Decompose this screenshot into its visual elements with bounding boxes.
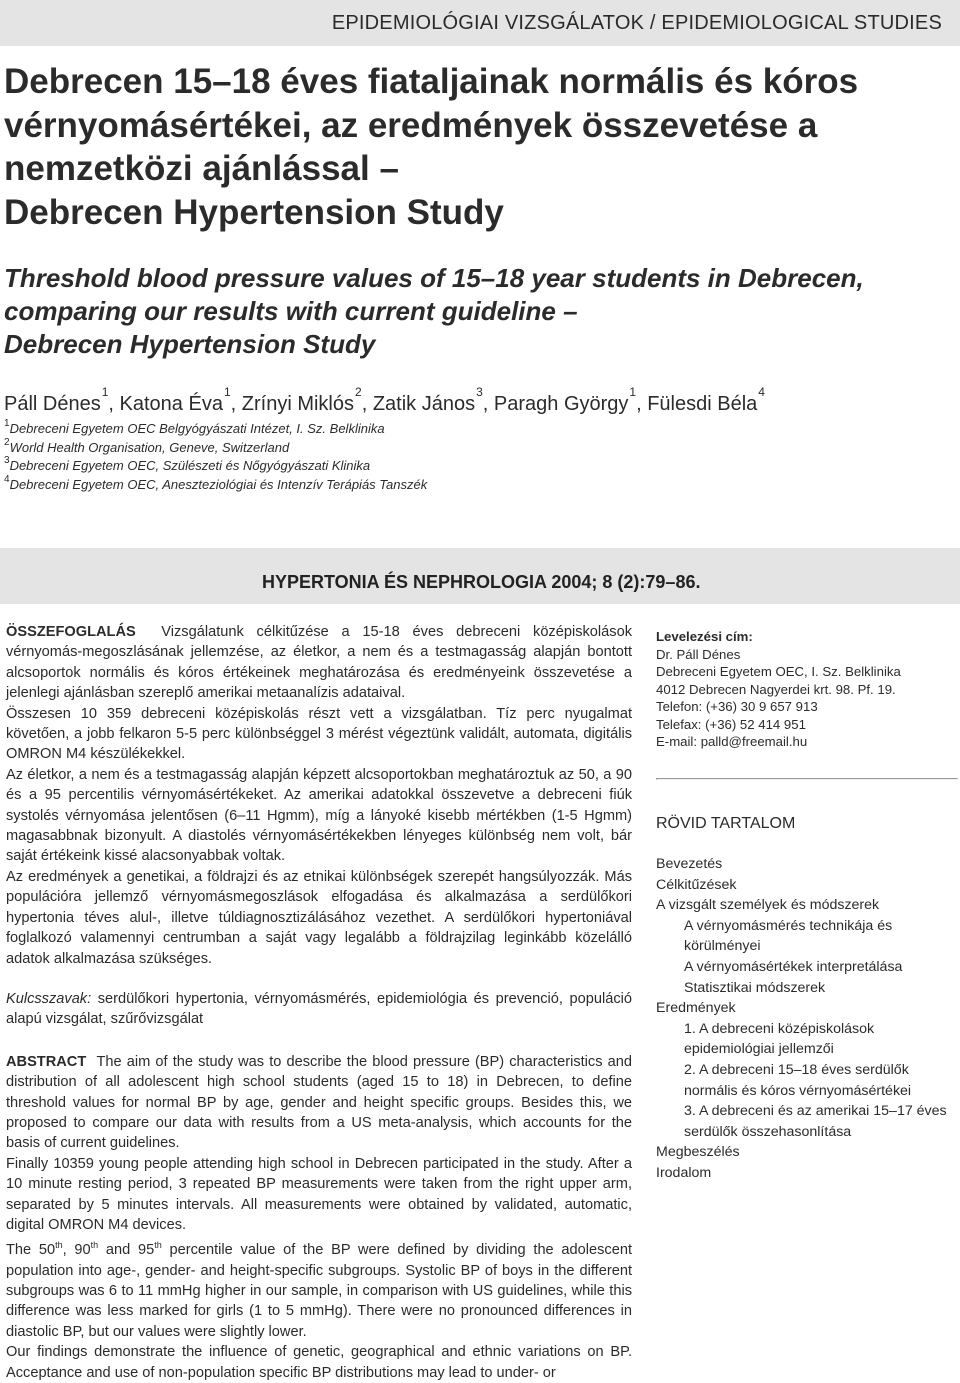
author-name: Katona Éva bbox=[119, 393, 223, 415]
affiliation-list bbox=[4, 420, 704, 494]
author-affiliation-mark: 2 bbox=[355, 385, 362, 399]
contents-item: Megbeszélés bbox=[656, 1144, 740, 1161]
section-label: EPIDEMIOLÓGIAI VIZSGÁLATOK / EPIDEMIOLOGICAL STUDIES bbox=[331, 11, 942, 34]
section-header-band bbox=[0, 0, 960, 46]
contact-line: Telefon: (+36) 30 9 657 913 bbox=[656, 699, 818, 714]
summary-paragraph: Összesen 10 359 debreceni középiskolás részt vett a vizsgálatban. Tíz perc nyugalmat követően, a jobb felkaron 5-5 perc különbséggel 3 mérést végeztünk validált, automata, digitális OMRON M4 készülékekkel. bbox=[6, 705, 632, 763]
contents-item: Célkitűzések bbox=[656, 876, 737, 893]
sidebar bbox=[656, 628, 956, 1184]
author-affiliation-mark: 1 bbox=[101, 385, 109, 399]
contact-line: 4012 Debrecen Nagyerdei krt. 98. Pf. 19. bbox=[656, 681, 896, 697]
keywords-text: serdülőkori hypertonia, vérnyomásmérés, epidemiológia és prevenció, populáció alapú vizsgálat, szűrővizsgálat bbox=[6, 990, 632, 1028]
affiliation-item bbox=[4, 473, 704, 495]
keywords-paragraph bbox=[6, 989, 632, 1030]
affiliation-item bbox=[4, 457, 704, 476]
summary-text: Vizsgálatunk célkitűzése a 15-18 éves debreceni középiskolások vérnyomás-megoszlásának jellemzése, az életkor, a nem és a testmagasság alapján bontott alcsoportok normális és kóros értékeinek meghatározása és eredményeink összevetése a jelenlegi ajánlásban szereplő amerikai metaanalízis adataival. bbox=[6, 624, 632, 702]
contents-subitem: 2. A debreceni 15–18 éves serdülők normális és kóros vérnyomásértékei bbox=[684, 1061, 912, 1099]
abstract-text: The 50 bbox=[6, 1242, 56, 1259]
affiliation-text: Debreceni Egyetem OEC, Aneszteziológiai és Intenzív Terápiás Tanszék bbox=[9, 476, 428, 492]
affiliation-item bbox=[4, 420, 704, 439]
contents-subitem: Statisztikai módszerek bbox=[684, 979, 826, 996]
ordinal-suffix: th bbox=[90, 1240, 99, 1251]
summary-paragraph: Az életkor, a nem és a testmagasság alapján képzett alcsoportokban meghatároztuk az 50, a 90 és a 95 percentilis vérnyomásértékeket. Az amerikai adatokkal összevetve a debreceni fiúk systolés vérnyomása jelentősen (6–11 Hgmm), míg a lányoké kisebb mértékben (1-5 Hgmm) magasabbnak bizonyult. A diastolés vérnyomásértékekben lényeges különbség nem volt, bár saját értékeink kissé alacsonyabbak voltak. bbox=[6, 766, 632, 865]
affiliation-text: Debreceni Egyetem OEC Belgyógyászati Intézet, I. Sz. Belklinika bbox=[9, 421, 385, 436]
title-line: vérnyomásértékei, az eredmények összevetése a bbox=[4, 105, 818, 145]
journal-citation: HYPERTONIA ÉS NEPHROLOGIA 2004; 8 (2):79–86. bbox=[262, 572, 701, 592]
affiliation-text: Debreceni Egyetem OEC, Szülészeti és Nőgyógyászati Klinika bbox=[9, 458, 371, 473]
author-name: Zrínyi Miklós bbox=[241, 393, 354, 415]
abstract-text: percentile value of the BP were defined by dividing the adolescent population into age-, gender- and height-specific subgroups. Systolic BP of boys in the different subgroups was 6 to 11 mmHg higher in our sample, in comparison with US guidelines, while this difference was less marked for girls (1 to 5 mmHg). There were no pronounced differences in diastolic BP, but our values were slightly lower. bbox=[6, 1242, 632, 1340]
title-line: Debrecen 15–18 éves fiataljainak normális és kóros bbox=[4, 62, 859, 101]
article-title bbox=[4, 60, 944, 234]
author-affiliation-mark: 1 bbox=[629, 385, 637, 399]
contents-title: RÖVID TARTALOM bbox=[656, 814, 796, 832]
author-name: Zatik János bbox=[372, 393, 476, 415]
summary-label: ÖSSZEFOGLALÁS bbox=[6, 624, 136, 640]
abstract-text: and 95 bbox=[98, 1242, 155, 1259]
keywords-label: Kulcsszavak: bbox=[6, 990, 92, 1007]
subtitle-line: comparing our results with current guideline – bbox=[4, 296, 578, 326]
contents-subitem: A vérnyomásértékek interpretálása bbox=[684, 958, 903, 975]
author-name: Páll Dénes bbox=[4, 393, 101, 415]
affiliation-number: 2 bbox=[4, 436, 10, 448]
abstract-paragraph bbox=[6, 1235, 632, 1342]
contents-subitem: 1. A debreceni középiskolások epidemiológiai jellemzői bbox=[684, 1020, 875, 1058]
ordinal-suffix: th bbox=[55, 1240, 63, 1251]
contents-item: Irodalom bbox=[656, 1164, 712, 1181]
contents-subitem: 3. A debreceni és az amerikai 15–17 éves serdülők összehasonlítása bbox=[684, 1103, 947, 1140]
contents-item: Bevezetés bbox=[656, 856, 723, 872]
author-name: Paragh György bbox=[493, 393, 629, 415]
author-affiliation-mark: 1 bbox=[223, 385, 231, 399]
affiliation-text: World Health Organisation, Geneve, Switzerland bbox=[9, 439, 290, 455]
abstract-label: ABSTRACT bbox=[6, 1053, 87, 1070]
journal-citation-band bbox=[0, 548, 960, 604]
contact-email: E-mail: palld@freemail.hu bbox=[656, 734, 808, 749]
affiliation-number: 1 bbox=[4, 418, 10, 429]
english-title bbox=[4, 262, 944, 361]
abstract-paragraph: Our findings demonstrate the influence of genetic, geographical and ethnic variations on BP. Acceptance and use of non-population specific BP distributions may lead to under- or bbox=[6, 1344, 632, 1381]
abstract-text: , 90 bbox=[62, 1242, 91, 1259]
contact-line: Debreceni Egyetem OEC, I. Sz. Belklinika bbox=[656, 664, 901, 679]
abstract-text: The aim of the study was to describe the blood pressure (BP) characteristics and distribution of all adolescent high school students (aged 15 to 18) in Debrecen, to define threshold values for normal BP by age, gender and height specific groups. Besides this, we proposed to compare our data with results from a US meta-analysis, which accounts for the basis of current guidelines. bbox=[6, 1053, 632, 1152]
ordinal-suffix: th bbox=[154, 1240, 162, 1251]
subtitle-line: Threshold blood pressure values of 15–18 year students in Debrecen, bbox=[4, 263, 864, 293]
author-list: Páll Dénes$^1$, Katona Éva$^1$, Zrínyi Miklós$^2$, Zatik János$^3$, Paragh György$^1$, Fülesdi Béla$^4$ bbox=[4, 385, 765, 415]
spacer bbox=[6, 969, 632, 989]
contents-item: Eredmények bbox=[656, 1000, 736, 1017]
contents-subitem: A vérnyomásmérés technikája és körülményei bbox=[684, 917, 893, 955]
author-name: Fülesdi Béla bbox=[647, 393, 758, 415]
contact-line: Dr. Páll Dénes bbox=[656, 646, 741, 662]
affiliation-number: 4 bbox=[4, 473, 10, 485]
contact-line: Telefax: (+36) 52 414 951 bbox=[656, 716, 806, 732]
abstract-paragraph: Finally 10359 young people attending high school in Debrecen participated in the study. After a 10 minute resting period, 3 repeated BP measurements were taken from the right upper arm, separated by 5 minutes intervals. All measurements were obtained by validated, automatic, digital OMRON M4 devices. bbox=[6, 1155, 632, 1233]
title-line: nemzetközi ajánlással – bbox=[4, 149, 399, 188]
affiliation-item bbox=[4, 436, 704, 458]
author-affiliation-mark: 4 bbox=[758, 385, 765, 399]
title-line: Debrecen Hypertension Study bbox=[4, 192, 504, 232]
author-affiliation-mark: 3 bbox=[476, 385, 483, 399]
summary-paragraph bbox=[6, 622, 632, 704]
summary-paragraph: Az eredmények a genetikai, a földrajzi és az etnikai különbségek szerepét hangsúlyozzák. Más populációra jellemző vérnyomásmegoszlások elfogadása és alkalmazása a serdülőkori hypertonia téves alul-, illetve túldiagnosztizálásához vezethet. A serdülőkori hypertoniával foglalkozó valamennyi centrumban a saját vagy legalább a földrajzilag leginkább közelálló adatok alkalmazása szükséges. bbox=[6, 868, 632, 967]
spacer bbox=[6, 1030, 632, 1052]
abstract-paragraph bbox=[6, 1052, 632, 1154]
contents-list bbox=[656, 854, 956, 1184]
contact-label: Levelezési cím: bbox=[656, 629, 753, 644]
main-column bbox=[6, 622, 632, 1383]
subtitle-line: Debrecen Hypertension Study bbox=[4, 329, 376, 359]
contents-item: A vizsgált személyek és módszerek bbox=[656, 897, 880, 914]
affiliation-number: 3 bbox=[4, 455, 10, 466]
